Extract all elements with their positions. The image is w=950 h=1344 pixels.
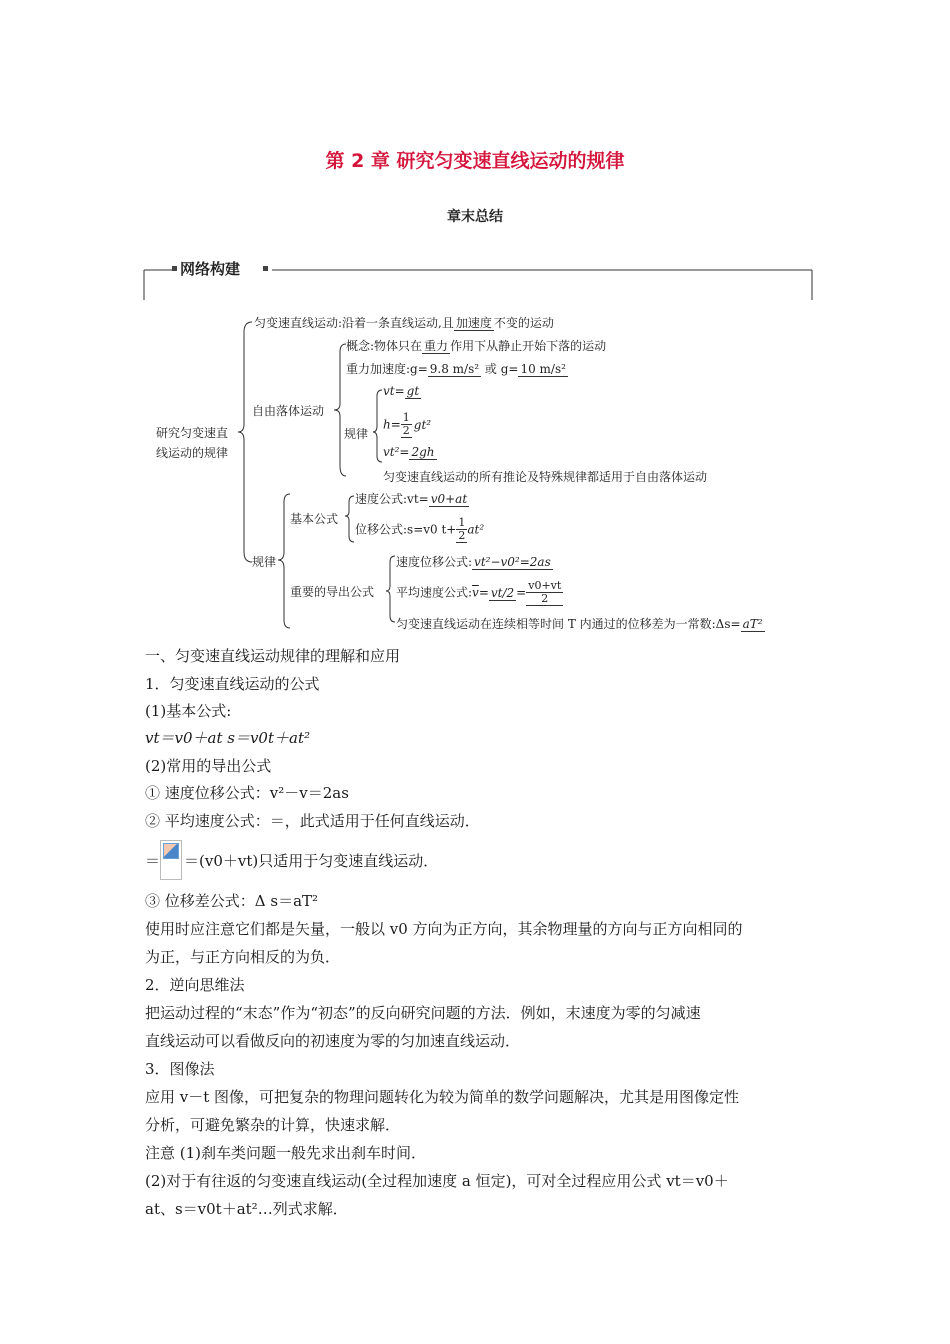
basic-formulas: vt＝v0＋at s＝v0t＋at²	[145, 729, 310, 747]
diagram-laws-label: 规律	[344, 427, 369, 441]
graph-method-line2: 分析，可避免繁杂的计算，快速求解．	[145, 1116, 401, 1134]
page-title: 第 2 章 研究匀变速直线运动的规律	[325, 150, 625, 172]
derived-velocity-displacement: 速度位移公式: vt²−v0²=2as	[396, 555, 551, 569]
diagram-free-fall: 自由落体运动	[252, 404, 325, 418]
sub-heading-1: 1．匀变速直线运动的公式	[145, 675, 320, 693]
page-subtitle: 章末总结	[447, 209, 503, 225]
formula-displacement-difference: ③ 位移差公式：Δ s＝aT²	[145, 892, 319, 910]
heading-square-left	[172, 266, 177, 271]
formula-velocity-displacement: ① 速度位移公式：v²－v＝2as	[145, 784, 349, 802]
note-2-line2: at、s＝v0t＋at²…列式求解．	[145, 1200, 348, 1218]
blank-g-10: 10 m/s²	[520, 362, 566, 376]
diagram-derived-label: 重要的导出公式	[290, 585, 375, 599]
reverse-thinking-line2: 直线运动可以看做反向的初速度为零的匀加速直线运动．	[145, 1032, 521, 1050]
sub-heading-3: 3．图像法	[145, 1060, 215, 1078]
section-heading-1: 一、匀变速直线运动规律的理解和应用	[145, 647, 401, 665]
diagram-rules-label: 规律	[252, 555, 277, 569]
section-frame	[0, 0, 950, 320]
diagram-root-line1: 研究匀变速直	[156, 426, 229, 440]
blank-gravity: 重力	[424, 339, 449, 353]
graph-method-line1: 应用 v－t 图像，可把复杂的物理问题转化为较为简单的数学问题解决，尤其是用图像定性	[145, 1088, 740, 1106]
diagram-gravity-accel: 重力加速度:g= 9.8 m/s² 或 g= 10 m/s²	[346, 362, 566, 376]
derived-displacement-difference: 匀变速直线运动在连续相等时间 T 内通过的位移差为一常数:Δs= aT²	[396, 617, 763, 631]
vector-note-line1: 使用时应注意它们都是矢量，一般以 v0 方向为正方向，其余物理量的方向与正方向相同的	[145, 920, 743, 938]
reverse-thinking-line1: 把运动过程的“末态”作为“初态”的反向研究问题的方法．例如，末速度为零的匀减速	[145, 1004, 701, 1022]
ff-velocity: vt= gt	[383, 384, 420, 398]
ff-height: h= $\frac{1}{2}$ gt²	[383, 411, 432, 437]
note-2-line1: (2)对于有往返的匀变速直线运动(全过程加速度 a 恒定)，可对全过程应用公式 vt＝v0＋	[145, 1172, 729, 1190]
sub-heading-2: 2．逆向思维法	[145, 976, 245, 994]
note-1: 注意 (1)刹车类问题一般先求出刹车时间．	[145, 1144, 427, 1162]
basic-displacement: 位移公式:s=v0 t+ $\frac{1}{2}$ at²	[355, 516, 485, 542]
formula-uniform-average: ＝(v0＋vt)只适用于匀变速直线运动．	[184, 852, 439, 870]
heading-square-right	[263, 266, 268, 271]
diagram-concept: 概念:物体只在 重力 作用下从静止开始下落的运动	[346, 339, 607, 353]
vector-note-line2: 为正，与正方向相反的为负．	[145, 948, 341, 966]
diagram-root-line2: 线运动的规律	[156, 446, 229, 460]
formula-eq-sign: ＝	[145, 852, 161, 870]
basic-speed: 速度公式:vt= v0+at	[355, 492, 468, 506]
derived-average-velocity: 平均速度公式$:\overline{v}= vt/2$ = $\frac{v0+vt}{2}$	[396, 579, 562, 605]
ff-velocity-squared: vt²= 2gh	[383, 445, 435, 459]
broken-image-icon	[160, 840, 182, 880]
blank-acceleration: 加速度	[455, 316, 492, 330]
basic-formulas-label: (1)基本公式:	[145, 702, 232, 720]
diagram-definition: 匀变速直线运动:沿着一条直线运动,且 加速度 不变的运动	[254, 316, 554, 330]
blank-g-9-8: 9.8 m/s²	[429, 362, 480, 376]
network-heading: 网络构建	[180, 260, 241, 278]
derived-formulas-label: (2)常用的导出公式	[145, 757, 272, 775]
formula-average-velocity: ② 平均速度公式：＝，此式适用于任何直线运动．	[145, 812, 480, 830]
diagram-basic-label: 基本公式	[290, 512, 339, 526]
ff-note: 匀变速直线运动的所有推论及特殊规律都适用于自由落体运动	[383, 470, 708, 484]
